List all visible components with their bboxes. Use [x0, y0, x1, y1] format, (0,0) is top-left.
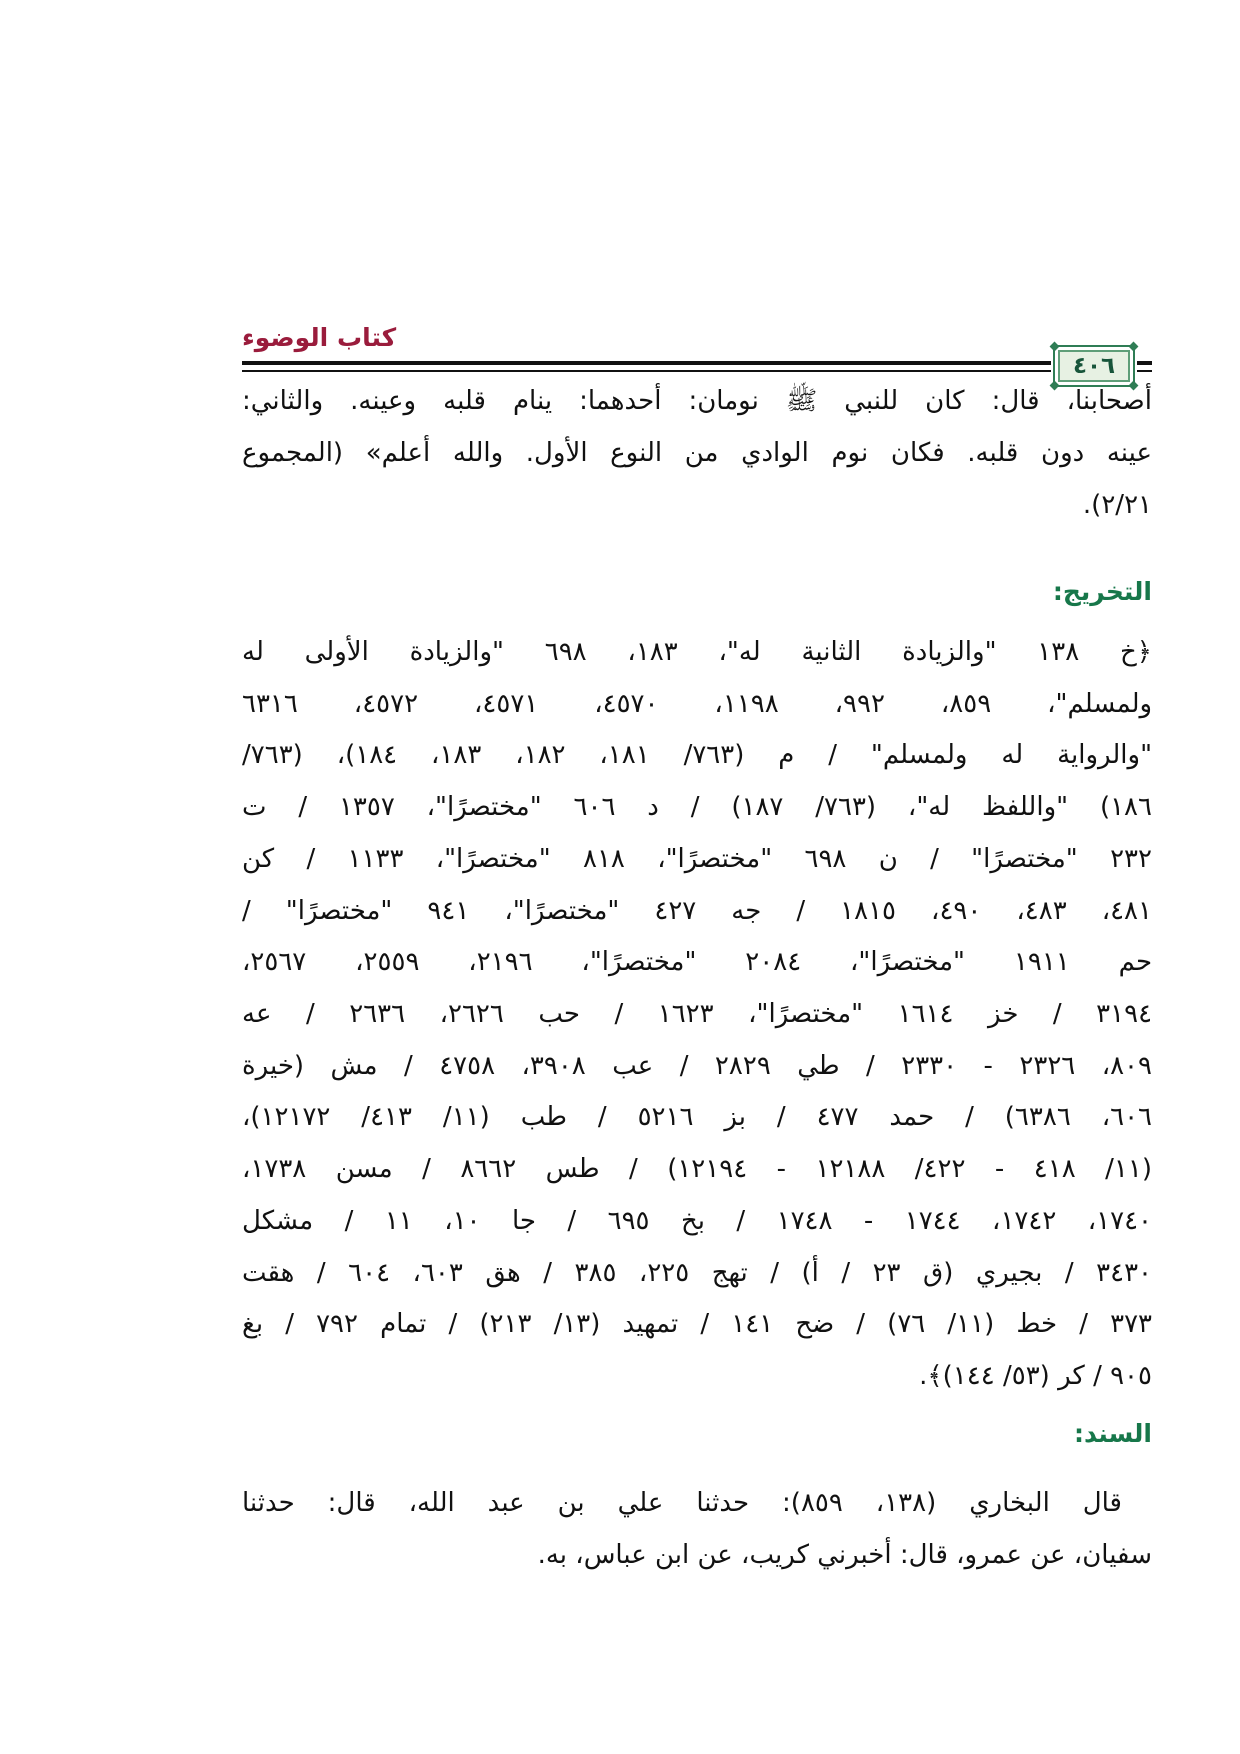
takhrij-line: ٣٧٣ / خط (١١/ ٧٦) / ضح ١٤١ / تمهيد (١٣/ ٢١٣) / تمام ٧٩٢ / بغ [242, 1309, 1153, 1339]
takhrij-line: ٨٠٩، ٢٣٢٦ - ٢٣٣٠ / طي ٢٨٢٩ / عب ٣٩٠٨، ٤٧٥٨ / مش (خيرة [242, 1051, 1152, 1081]
paragraph-line: ٢/٢١). [1082, 490, 1152, 520]
takhrij-line: ٣٤٣٠ / بجيري (ق ٢٣ / أ) / تهج ٢٢٥، ٣٨٥ / هق ٦٠٣، ٦٠٤ / هقت [242, 1258, 1153, 1288]
takhrij-line: ولمسلم"، ٨٥٩، ٩٩٢، ١١٩٨، ٤٥٧٠، ٤٥٧١، ٤٥٧٢، ٦٣١٦ [242, 689, 1153, 719]
paragraph-line: عينه دون قلبه. فكان نوم الوادي من النوع الأول. والله أعلم» (المجموع [242, 438, 1152, 468]
takhrij-line: ٣١٩٤ / خز ١٦١٤ "مختصرًا"، ١٦٢٣ / حب ٢٦٢٦، ٢٦٣٦ / عه [242, 999, 1153, 1029]
sanad-line: قال البخاري (١٣٨، ٨٥٩): حدثنا علي بن عبد الله، قال: حدثنا [242, 1488, 1122, 1518]
header-rule-thin-right [1137, 370, 1152, 372]
section-heading-takhrij: التخريج: [1052, 577, 1152, 606]
header-rule-thick [242, 361, 1051, 365]
takhrij-line: "والرواية له ولمسلم" / م (٧٦٣/ ١٨١، ١٨٢، ١٨٣، ١٨٤)، (٧٦٣/ [242, 740, 1153, 770]
header-rule-thick-right [1137, 361, 1152, 365]
takhrij-line: ٤٨١، ٤٨٣، ٤٩٠، ١٨١٥ / جه ٤٢٧ "مختصرًا"، ٩٤١ "مختصرًا" / [242, 896, 1152, 926]
paragraph-line: أصحابنا، قال: كان للنبي ﷺ نومان: أحدهما: ينام قلبه وعينه. والثاني: [242, 386, 1152, 416]
takhrij-line: (١١/ ٤١٨ - ٤٢٢/ ١٢١٨٨ - ١٢١٩٤) / طس ٨٦٦٢ / مسن ١٧٣٨، [242, 1154, 1152, 1184]
running-header-title: كتاب الوضوء [242, 323, 397, 352]
sanad-line: سفيان، عن عمرو، قال: أخبرني كريب، عن ابن عباس، به. [537, 1540, 1152, 1570]
takhrij-line: ١٨٦) "واللفظ له"، (٧٦٣/ ١٨٧) / د ٦٠٦ "مختصرًا"، ١٣٥٧ / ت [242, 792, 1152, 822]
takhrij-line: ﴿خ ١٣٨ "والزيادة الثانية له"، ١٨٣، ٦٩٨ "والزيادة الأولى له [242, 637, 1152, 667]
takhrij-line: ٩٠٥ / كر (٥٣/ ١٤٤)﴾. [919, 1361, 1152, 1391]
header-rule-thin [242, 370, 1051, 372]
takhrij-line: ٦٠٦، ٦٣٨٦) / حمد ٤٧٧ / بز ٥٢١٦ / طب (١١/ ٤١٣/ ١٢١٧٢)، [242, 1102, 1153, 1132]
page-number: ٤٠٦ [1072, 352, 1116, 379]
takhrij-line: حم ١٩١١ "مختصرًا"، ٢٠٨٤ "مختصرًا"، ٢١٩٦، ٢٥٥٩، ٢٥٦٧، [242, 947, 1153, 977]
section-heading-sanad: السند: [1073, 1419, 1152, 1448]
takhrij-line: ١٧٤٠، ١٧٤٢، ١٧٤٤ - ١٧٤٨ / بخ ٦٩٥ / جا ١٠، ١١ / مشكل [242, 1206, 1153, 1236]
takhrij-line: ٢٣٢ "مختصرًا" / ن ٦٩٨ "مختصرًا"، ٨١٨ "مختصرًا"، ١١٣٣ / كن [242, 844, 1152, 874]
